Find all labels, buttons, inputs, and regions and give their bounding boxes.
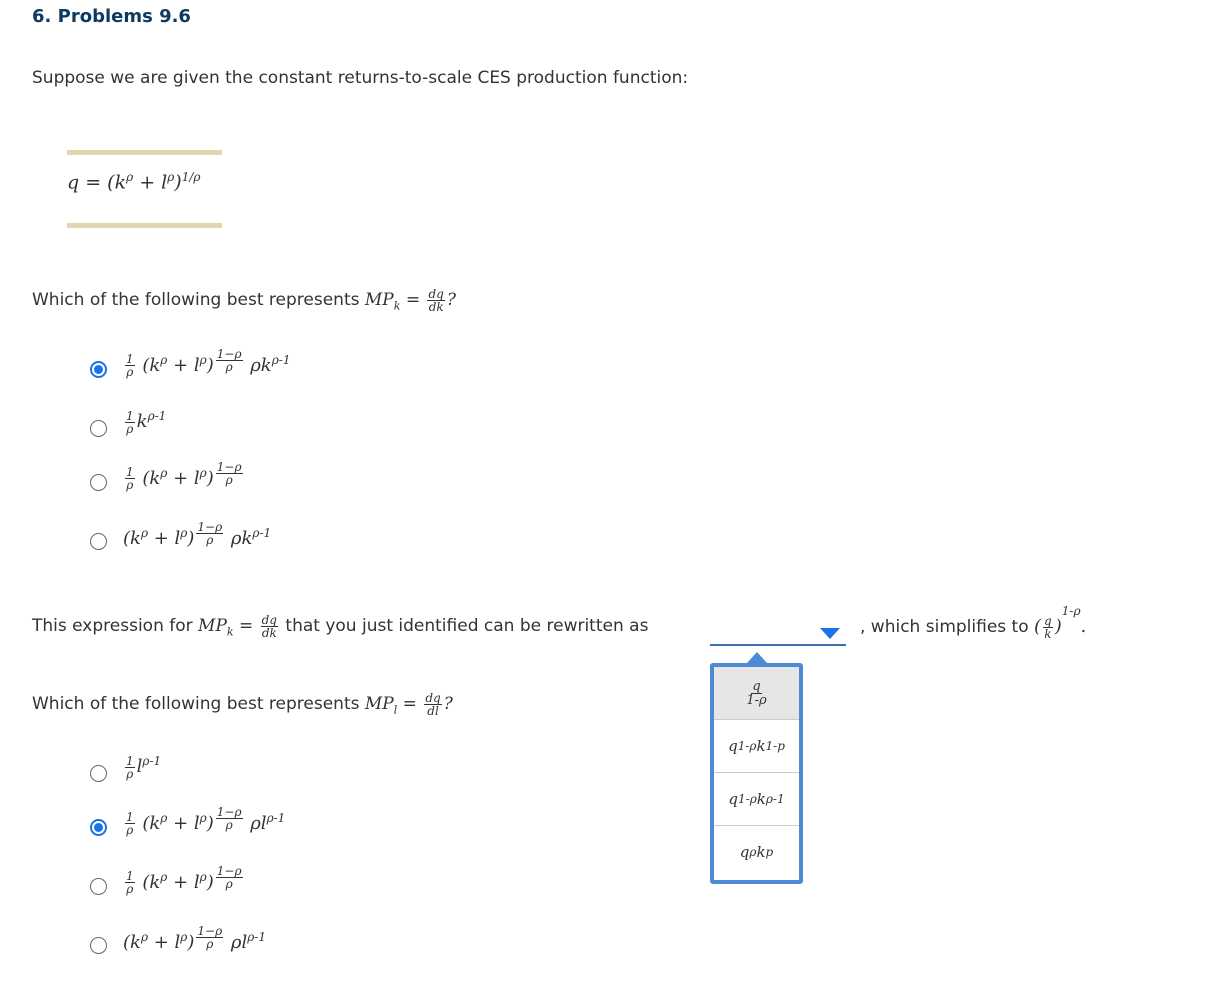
question-mpl — [32, 692, 453, 717]
dropdown-option-1[interactable]: $\frac{q}{1-\rho}$ — [714, 667, 799, 720]
dropdown-caret-icon[interactable] — [820, 628, 840, 639]
option-formula: $\frac{1}{\rho}$ $(k^\rho + l^\rho)$ $^{\frac{1-\rho}{\rho}}$ — [126, 863, 242, 897]
radio-button[interactable] — [90, 474, 107, 491]
simplifies-text — [860, 604, 1087, 641]
question-mpk — [32, 288, 456, 313]
rewrite-prefix: This expression for — [32, 616, 193, 636]
rewrite-sentence — [32, 614, 648, 639]
option-formula: $\frac{1}{\rho}$ $(k^\rho + l^\rho)$ $^{\frac{1-\rho}{\rho}}$ — [126, 459, 242, 493]
radio-button[interactable] — [90, 361, 107, 378]
radio-button[interactable] — [90, 878, 107, 895]
page-title: 6. Problems 9.6 — [32, 6, 191, 27]
radio-button[interactable] — [90, 819, 107, 836]
question-mpk-expr: $MP_k$ = $\frac{dq}{dk}$ ? — [364, 287, 456, 314]
radio-button[interactable] — [90, 420, 107, 437]
radio-button[interactable] — [90, 937, 107, 954]
mpk-option-2[interactable] — [90, 408, 167, 445]
mpk-option-4[interactable] — [90, 520, 272, 558]
menu-pointer-icon — [747, 652, 767, 663]
dropdown-option-4[interactable]: q ρ k p — [739, 843, 774, 861]
option-formula: $(k^\rho + l^\rho)$ $^{\frac{1-\rho}{\rho}}$ $\rho l^{\rho-1}$ — [123, 924, 266, 953]
question-mpk-text: Which of the following best represents — [32, 290, 360, 310]
production-function: $q = (k^\rho + l^\rho)^{1/\rho}$ — [67, 170, 201, 194]
option-formula: $(k^\rho + l^\rho)$ $^{\frac{1-\rho}{\rho}}$ $\rho k^{\rho-1}$ — [123, 520, 272, 549]
intro-text: Suppose we are given the constant returns-to-scale CES production function: — [32, 68, 689, 88]
mpl-option-1[interactable] — [90, 753, 162, 790]
radio-button[interactable] — [90, 533, 107, 550]
dropdown-option-3[interactable]: q 1-ρ k ρ-1 — [714, 773, 799, 826]
mpl-option-3[interactable] — [90, 863, 245, 903]
mpl-option-4[interactable] — [90, 924, 266, 962]
rewrite-expr: $MP_k$ = $\frac{dq}{dk}$ — [198, 613, 277, 640]
question-mpl-text: Which of the following best represents — [32, 694, 360, 714]
mpl-option-2[interactable] — [90, 804, 286, 844]
answer-dropdown[interactable] — [710, 644, 846, 646]
rewrite-middle: that you just identified can be rewritten as — [285, 616, 649, 636]
simplified-expr: ( $\frac{q}{k}$ )$^{1-\rho}$. — [1034, 604, 1087, 641]
option-formula: $\frac{1}{\rho}$ $l^{\rho-1}$ — [126, 753, 162, 781]
option-formula: $\frac{1}{\rho}$ $(k^\rho + l^\rho)$ $^{\frac{1-\rho}{\rho}}$ $\rho l^{\rho-1}$ — [126, 804, 286, 838]
mpk-option-3[interactable] — [90, 459, 245, 499]
option-formula: $\frac{1}{\rho}$ $(k^\rho + l^\rho)$ $^{\frac{1-\rho}{\rho}}$ $\rho k^{\rho-1}$ — [126, 346, 291, 380]
question-mpl-expr: $MP_l$ = $\frac{dq}{dl}$ ? — [364, 691, 453, 718]
mpk-option-1[interactable] — [90, 346, 291, 386]
rewrite-suffix: , which simplifies to — [860, 617, 1029, 637]
option-formula: $\frac{1}{\rho}$ $k^{\rho-1}$ — [126, 408, 167, 436]
dropdown-option-2[interactable]: q 1-ρ k 1-p — [714, 720, 799, 773]
dropdown-menu — [710, 663, 803, 884]
radio-button[interactable] — [90, 765, 107, 782]
